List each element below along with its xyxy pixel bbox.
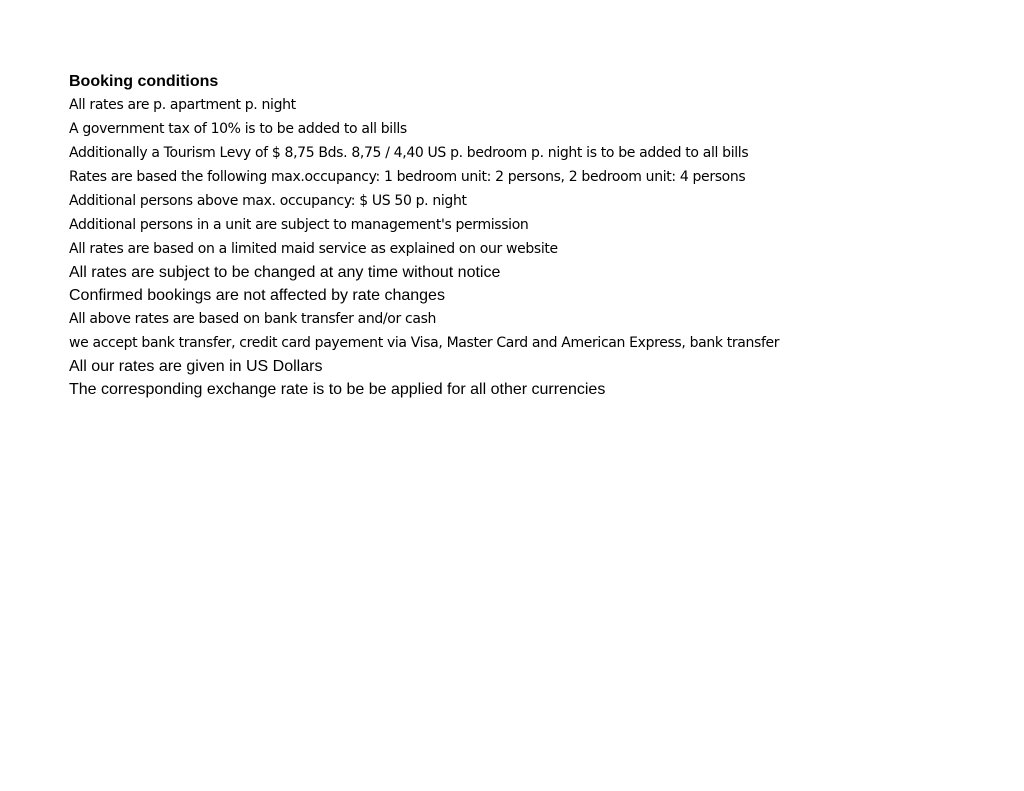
condition-line-rates-per-apartment: All rates are p. apartment p. night — [69, 97, 296, 113]
condition-line-payment-methods: we accept bank transfer, credit card payement via Visa, Master Card and American Express, bank transfer — [69, 335, 780, 351]
condition-line-exchange-rate: The corresponding exchange rate is to be be applied for all other currencies — [69, 381, 606, 398]
condition-line-confirmed-bookings: Confirmed bookings are not affected by rate changes — [69, 287, 445, 304]
condition-line-government-tax: A government tax of 10% is to be added to all bills — [69, 121, 407, 137]
condition-line-max-occupancy: Rates are based the following max.occupancy: 1 bedroom unit: 2 persons, 2 bedroom unit: 4 persons — [69, 169, 746, 185]
condition-line-tourism-levy: Additionally a Tourism Levy of $ 8,75 Bds. 8,75 / 4,40 US p. bedroom p. night is to be added to all bills — [69, 145, 749, 161]
condition-line-bank-transfer-cash: All above rates are based on bank transfer and/or cash — [69, 311, 437, 327]
document-heading: Booking conditions — [69, 73, 219, 90]
condition-line-maid-service: All rates are based on a limited maid service as explained on our website — [69, 241, 558, 257]
condition-line-additional-persons-rate: Additional persons above max. occupancy: $ US 50 p. night — [69, 193, 467, 209]
booking-conditions-document — [69, 71, 989, 401]
condition-line-management-permission: Additional persons in a unit are subject to management's permission — [69, 217, 529, 233]
condition-line-rates-subject-to-change: All rates are subject to be changed at any time without notice — [69, 264, 501, 281]
condition-line-us-dollars: All our rates are given in US Dollars — [69, 358, 323, 375]
